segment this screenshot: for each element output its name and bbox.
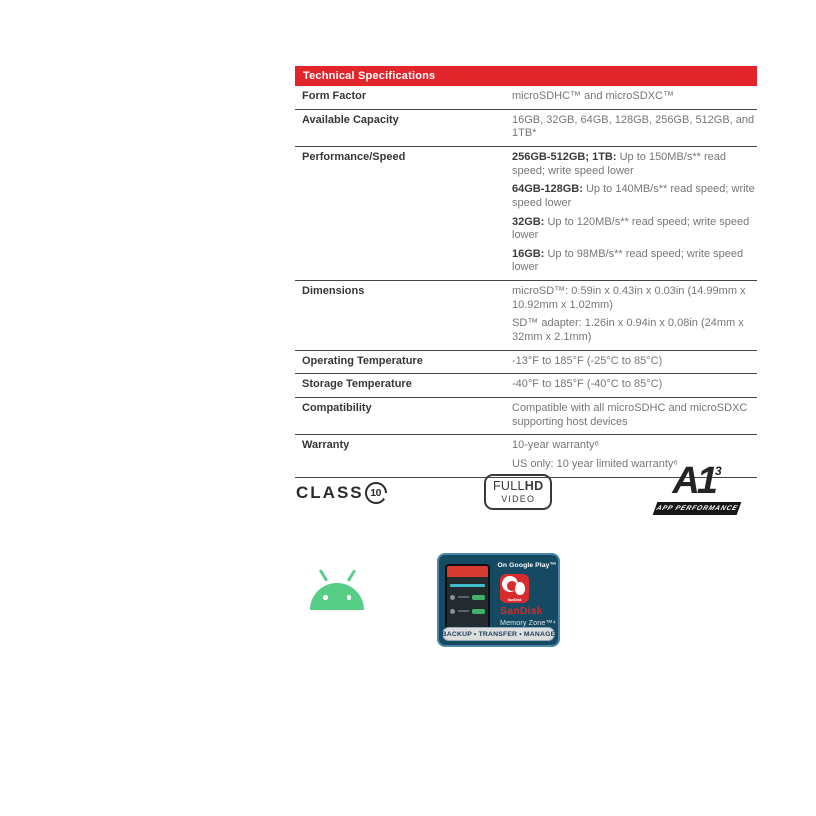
- spec-value-paragraph: 32GB: Up to 120MB/s** read speed; write speed lower: [512, 215, 750, 242]
- spec-row: [295, 281, 757, 351]
- spec-row: [295, 351, 757, 375]
- video-label: VIDEO: [501, 494, 536, 504]
- table-header: Technical Specifications: [295, 66, 757, 86]
- android-robot-icon: [309, 566, 365, 610]
- class10-c-opening: [384, 493, 389, 499]
- spec-value-bold-prefix: 256GB-512GB; 1TB:: [512, 151, 617, 163]
- class10-label: CLASS: [296, 483, 364, 502]
- android-antenna-left: [319, 569, 328, 581]
- phone-app-header: [447, 566, 488, 577]
- spec-row: [295, 374, 757, 398]
- phone-mockup: [445, 564, 490, 630]
- a1-label: [652, 462, 742, 500]
- spec-value-paragraph: US only: 10 year limited warranty⁶: [512, 457, 678, 470]
- phone-list-row: [450, 593, 485, 601]
- badge-tagline-label: BACKUP • TRANSFER • MANAGE: [441, 630, 556, 638]
- spec-row-label: Compatibility: [302, 402, 372, 414]
- spec-row: [295, 86, 757, 110]
- spec-rows: [295, 86, 757, 478]
- spec-row-label: Operating Temperature: [302, 354, 423, 367]
- spec-value-paragraph: 10-year warranty⁶: [512, 439, 600, 452]
- spec-row-value: [512, 398, 757, 434]
- spec-row-value: [512, 374, 757, 397]
- spec-value-paragraph: 256GB-512GB; 1TB: Up to 150MB/s** read speed; write speed lower: [512, 151, 726, 177]
- spec-value-paragraph: -40°F to 185°F (-40°C to 85°C): [512, 378, 663, 391]
- spec-row-value: [512, 110, 757, 146]
- spec-value-paragraph: 64GB-128GB: Up to 140MB/s** read speed; write speed lower: [512, 183, 755, 209]
- class10-circle-icon: [365, 482, 387, 504]
- spec-value-paragraph: SD™ adapter: 1.26in x 0.94in x 0.08in (24mm x 32mm x 2.1mm): [512, 317, 744, 343]
- badge-tagline-bar: [442, 627, 555, 641]
- android-antenna-right: [346, 569, 355, 581]
- sandisk-squirrel-icon: [500, 574, 529, 603]
- spec-row-value: [512, 147, 757, 280]
- app-performance-label: APP PERFORMANCE: [655, 505, 739, 512]
- full-hd-bold: HD: [524, 479, 544, 493]
- spec-row: [295, 147, 757, 281]
- android-eye-right: [347, 595, 352, 600]
- class10-number: 10: [370, 487, 381, 499]
- spec-value-paragraph: microSDHC™ and microSDXC™: [512, 90, 674, 102]
- google-play-label: On Google Play™: [497, 562, 557, 569]
- spec-row-value: [512, 86, 757, 109]
- phone-screen: [447, 566, 488, 628]
- technical-specifications-table: [295, 66, 757, 478]
- spec-row-value: [512, 351, 757, 374]
- spec-value-paragraph: Compatible with all microSDHC and microSDXC supporting host devices: [512, 402, 748, 428]
- phone-row-text: [458, 596, 469, 598]
- spec-value-paragraph: 16GB: Up to 98MB/s** read speed; write speed lower: [512, 247, 744, 274]
- phone-row-avatar: [450, 609, 455, 614]
- app-performance-banner: [653, 502, 742, 515]
- full-hd-regular: FULL: [493, 479, 525, 493]
- phone-row-badge: [472, 609, 485, 614]
- phone-row-avatar: [450, 595, 455, 600]
- phone-list-row: [450, 607, 485, 615]
- android-eye-left: [323, 595, 328, 600]
- spec-value-bold-prefix: 16GB:: [512, 247, 545, 260]
- memory-zone-label: Memory Zone™⁴: [500, 618, 556, 627]
- spec-value-paragraph: 16GB, 32GB, 64GB, 128GB, 256GB, 512GB, and 1TB*: [512, 113, 755, 140]
- spec-value-paragraph: microSD™: 0.59in x 0.43in x 0.03in (14.99mm x 10.92mm x 1.02mm): [512, 285, 746, 311]
- phone-row-badge: [472, 595, 485, 600]
- full-hd-video-logo: [484, 474, 552, 510]
- full-hd-label: [493, 479, 543, 493]
- spec-value-bold-prefix: 64GB-128GB:: [512, 183, 583, 196]
- spec-value-bold-prefix: 32GB:: [512, 215, 545, 228]
- spec-row: [295, 110, 757, 147]
- squirrel-body: [515, 582, 525, 595]
- spec-row-value: [512, 281, 757, 350]
- spec-row-label: Warranty: [302, 439, 350, 452]
- squirrel-icon-caption: SanDisk: [507, 598, 522, 602]
- spec-row-label: Form Factor: [302, 90, 367, 102]
- android-head: [310, 583, 364, 610]
- class10-logo: [296, 482, 387, 504]
- phone-progress-bar: [450, 584, 485, 587]
- a1-mark: A1: [672, 460, 715, 502]
- spec-row-label: Performance/Speed: [302, 151, 406, 163]
- sandisk-brand-label: SanDisk: [500, 605, 543, 617]
- spec-value-paragraph: -13°F to 185°F (-25°C to 85°C): [512, 354, 663, 367]
- phone-row-text: [458, 610, 469, 612]
- spec-row-label: Dimensions: [302, 285, 365, 297]
- spec-row: [295, 398, 757, 435]
- spec-row-label: Available Capacity: [302, 113, 399, 126]
- memory-zone-app-badge: [437, 553, 560, 647]
- a1-superscript: 3: [714, 464, 722, 478]
- a1-app-performance-logo: [652, 462, 742, 515]
- spec-row-label: Storage Temperature: [302, 378, 412, 391]
